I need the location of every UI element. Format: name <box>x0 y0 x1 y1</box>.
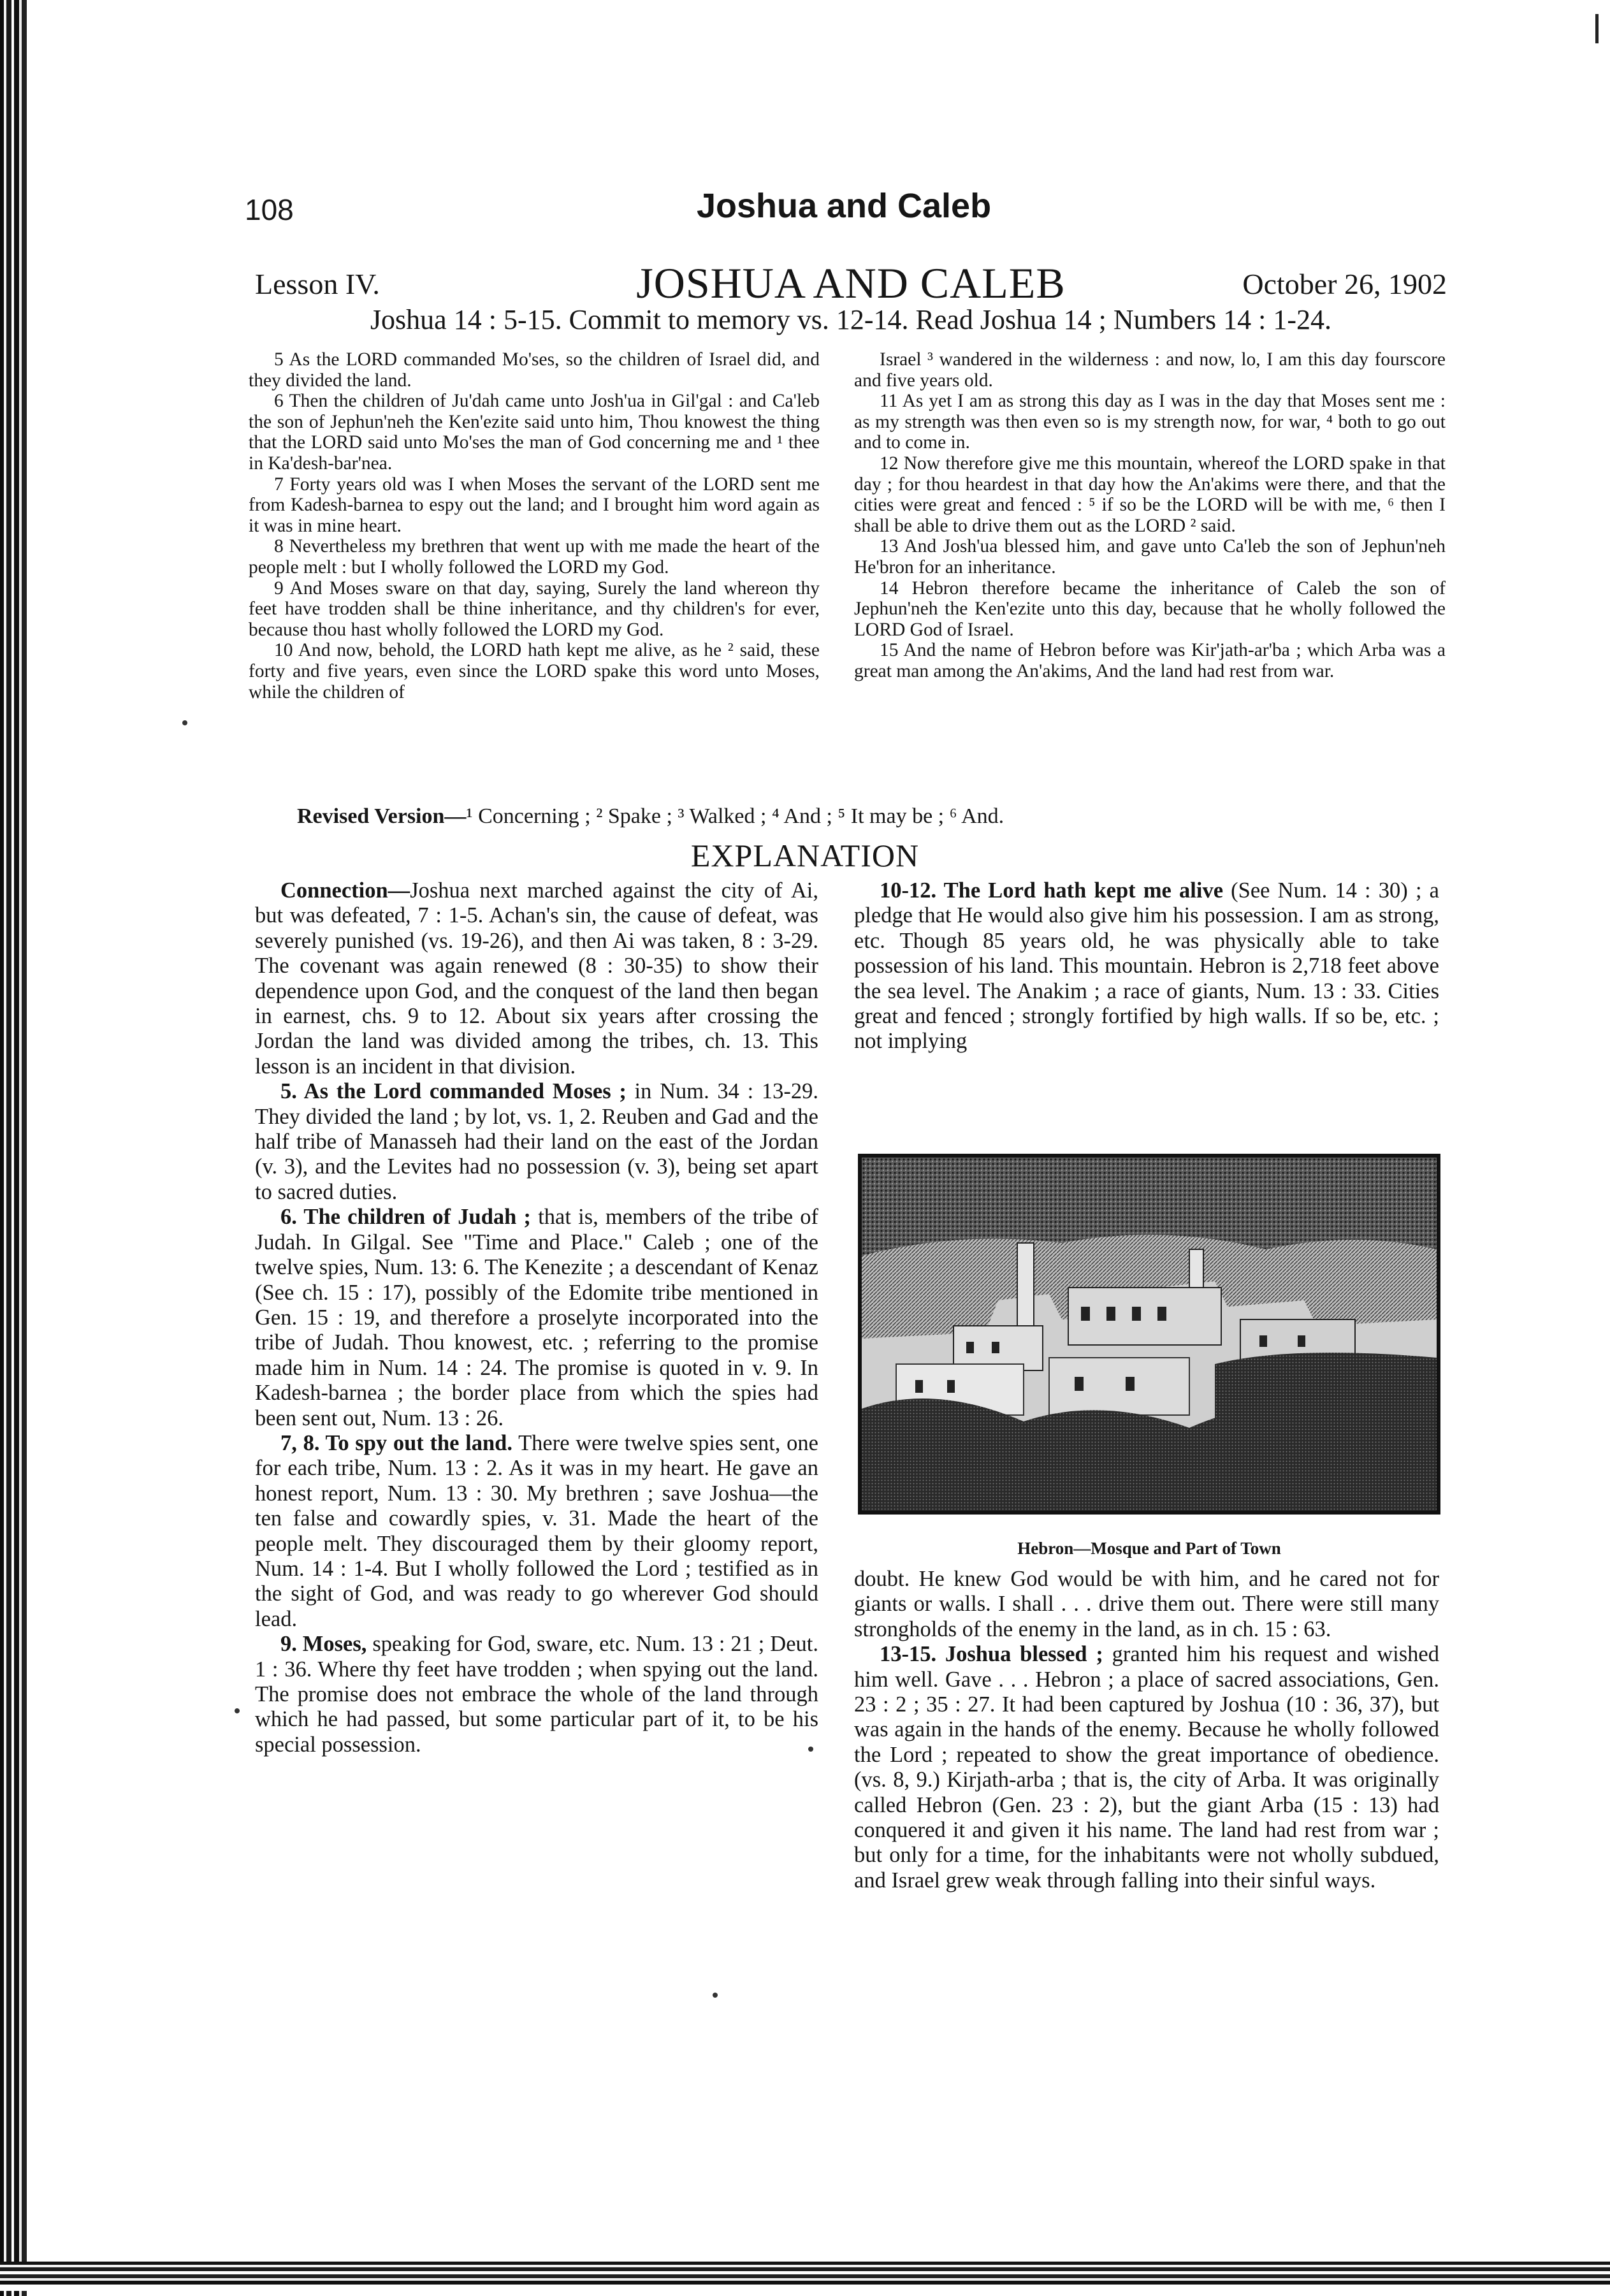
verse: 11 As yet I am as strong this day as I was in the day that Moses sent me : as my strength was then even so is my strength now, for war, ⁴ both to go out and to come in. <box>854 391 1446 453</box>
scan-bottom-edge <box>0 2262 1610 2291</box>
explanation-column-left <box>255 878 818 1757</box>
revised-version-label: Revised Version— <box>297 804 467 828</box>
hebron-illustration <box>858 1154 1440 1515</box>
scripture-column-left <box>249 349 820 702</box>
paragraph-text: (See Num. 14 : 30) ; a pledge that He would also give him his possession. I am as strong, etc. Though 85 years old, he was physically able to take possession of his land. This mountain. Hebron is 2,718 feet above the sea level. The Anakim ; a race of giants, Num. 13 : 33. Cities great and fenced ; strongly fortified by high walls. If so be, etc. ; not implying <box>854 878 1439 1054</box>
paragraph-lead: Connection— <box>280 878 410 903</box>
scan-speck <box>235 1708 240 1713</box>
lesson-number: Lesson IV. <box>255 268 380 300</box>
verse: 12 Now therefore give me this mountain, whereof the LORD spake in that day ; for thou heardest in that day how the An'akims were there, and that the cities were great and fenced : ⁵ if so be the LORD will be with me, ⁶ then I shall be able to drive them out as the LORD ² said. <box>854 453 1446 536</box>
explanation-paragraph <box>255 1205 818 1431</box>
verse: 14 Hebron therefore became the inheritance of Caleb the son of Jephun'neh the Ken'ezite unto this day, because that he wholly followed the LORD God of Israel. <box>854 578 1446 640</box>
verse: Israel ³ wandered in the wilderness : and now, lo, I am this day fourscore and five years old. <box>854 349 1446 391</box>
paragraph-lead: 6. The children of Judah ; <box>280 1205 532 1230</box>
paragraph-text: There were twelve spies sent, one for each tribe, Num. 13 : 2. As it was in my heart. He gave an honest report, Num. 13 : 30. My brethren ; save Joshua—the ten false and cowardly spies, v. 31. Made the heart of the people melt. They discouraged them by their gloomy report, Num. 14 : 1-4. But I wholly followed the Lord ; testified as in the sight of God, and was ready to go wherever God should lead. <box>255 1430 818 1631</box>
scan-speck <box>713 1993 718 1998</box>
scan-speck <box>182 720 187 725</box>
paragraph-lead: 5. As the Lord commanded Moses ; <box>280 1079 627 1104</box>
explanation-heading: EXPLANATION <box>690 838 920 873</box>
revised-version-text: ¹ Concerning ; ² Spake ; ³ Walked ; ⁴ And ; ⁵ It may be ; ⁶ And. <box>466 804 1004 828</box>
verse: 8 Nevertheless my brethren that went up with me made the heart of the people melt : but I wholly followed the LORD my God. <box>249 536 820 578</box>
running-title: Joshua and Caleb <box>696 187 992 225</box>
explanation-column-right-bottom <box>854 1567 1439 1893</box>
verse: 5 As the LORD commanded Mo'ses, so the children of Israel did, and they divided the land. <box>249 349 820 391</box>
explanation-paragraph <box>255 1079 818 1205</box>
scripture-column-right <box>854 349 1446 682</box>
paragraph-text: that is, members of the tribe of Judah. In Gilgal. See "Time and Place." Caleb ; one of the twelve spies, Num. 13: 6. The Kenezite ; a descendant of Kenaz (See ch. 15 : 17), possibly of the Edomite tribe mentioned in Gen. 15 : 19, and therefore a proselyte incorporated into the tribe of Judah. Thou knowest, etc. ; referring to the promise made him in Num. 14 : 24. The promise is quoted in v. 9. In Kadesh-barnea ; the border place from which the spies had been sent out, Num. 13 : 26. <box>255 1205 818 1430</box>
explanation-paragraph <box>255 1431 818 1632</box>
page-number: 108 <box>245 193 294 226</box>
verse: 7 Forty years old was I when Moses the servant of the LORD sent me from Kadesh-barnea to espy out the land; and I brought him word again as it was in mine heart. <box>249 474 820 536</box>
verse: 15 And the name of Hebron before was Kir'jath-ar'ba ; which Arba was a great man among the An'akims, And the land had rest from war. <box>854 640 1446 681</box>
running-head <box>245 186 1443 237</box>
explanation-paragraph <box>854 1642 1439 1893</box>
paragraph-text: in Num. 34 : 13-29. They divided the land ; by lot, vs. 1, 2. Reuben and Gad and the half tribe of Manasseh had their land on the east of the Jordan (v. 3), and the Levites had no possession (v. 3), being set apart to sacred duties. <box>255 1079 818 1204</box>
scan-binding-edge <box>0 0 32 2296</box>
figure-caption: Hebron—Mosque and Part of Town <box>1017 1539 1281 1558</box>
verse: 13 And Josh'ua blessed him, and gave unto Ca'leb the son of Jephun'neh He'bron for an inheritance. <box>854 536 1446 578</box>
explanation-paragraph <box>255 878 818 1079</box>
paragraph-lead: 10-12. The Lord hath kept me alive <box>880 878 1224 903</box>
explanation-paragraph <box>854 1567 1439 1642</box>
paragraph-lead: 9. Moses, <box>280 1632 367 1657</box>
verse: 6 Then the children of Ju'dah came unto Josh'ua in Gil'gal : and Ca'leb the son of Jephun'neh the Ken'ezite said unto him, Thou knowest the thing that the LORD said unto Mo'ses the man of God concerning me and ¹ thee in Ka'desh-bar'nea. <box>249 391 820 474</box>
lesson-date: October 26, 1902 <box>1242 268 1447 300</box>
explanation-column-right-top <box>854 878 1439 1054</box>
paragraph-text: speaking for God, sware, etc. Num. 13 : 21 ; Deut. 1 : 36. Where thy feet have trodden ; when spying out the land. The promise does not embrace the whole of the land through which he had passed, but some particular part of it, to be his special possession. <box>255 1632 818 1757</box>
scripture-reference: Joshua 14 : 5-15. Commit to memory vs. 12-14. Read Joshua 14 ; Numbers 14 : 1-24. <box>370 304 1332 335</box>
paragraph-text: Joshua next marched against the city of Ai, but was defeated, 7 : 1-5. Achan's sin, the cause of defeat, was severely punished (vs. 19-26), and then Ai was taken, 8 : 3-29. The covenant was again renewed (8 : 30-35) to show their dependence upon God, and the conquest of the land then began in earnest, chs. 9 to 12. About six years after crossing the Jordan the land was divided among the tribes, ch. 13. This lesson is an incident in that division. <box>255 878 818 1079</box>
paragraph-text: doubt. He knew God would be with him, and he cared not for giants or walls. I shall . . . drive them out. There were still many strongholds of the enemy in the land, as in ch. 15 : 63. <box>854 1567 1439 1641</box>
revised-version-note <box>297 804 1004 829</box>
lesson-title: JOSHUA AND CALEB <box>636 259 1066 307</box>
scan-mark <box>1595 14 1599 43</box>
explanation-paragraph <box>854 878 1439 1054</box>
verse: 10 And now, behold, the LORD hath kept me alive, as he ² said, these forty and five years, even since the LORD spake this word unto Moses, while the children of <box>249 640 820 702</box>
paragraph-lead: 7, 8. To spy out the land. <box>280 1430 512 1455</box>
explanation-paragraph <box>255 1632 818 1757</box>
hebron-photo <box>858 1154 1440 1515</box>
verse: 9 And Moses sware on that day, saying, Surely the land whereon thy feet have trodden shall be thine inheritance, and thy children's for ever, because thou hast wholly followed the LORD my God. <box>249 578 820 640</box>
paragraph-text: granted him his request and wished him well. Gave . . . Hebron ; a place of sacred associations, Gen. 23 : 2 ; 35 : 27. It had been captured by Joshua (10 : 36, 37), but was again in the hands of the enemy. Because he wholly followed the Lord ; repeated to show the great importance of obedience. (vs. 8, 9.) Kirjath-arba ; that is, the city of Arba. It was originally called Hebron (Gen. 23 : 2), but the giant Arba (15 : 13) had conquered it and given it his name. The land had rest from war ; but only for a time, for the inhabitants were not wholly subdued, and Israel grew weak through falling into their sinful ways. <box>854 1642 1439 1893</box>
paragraph-lead: 13-15. Joshua blessed ; <box>880 1642 1103 1667</box>
